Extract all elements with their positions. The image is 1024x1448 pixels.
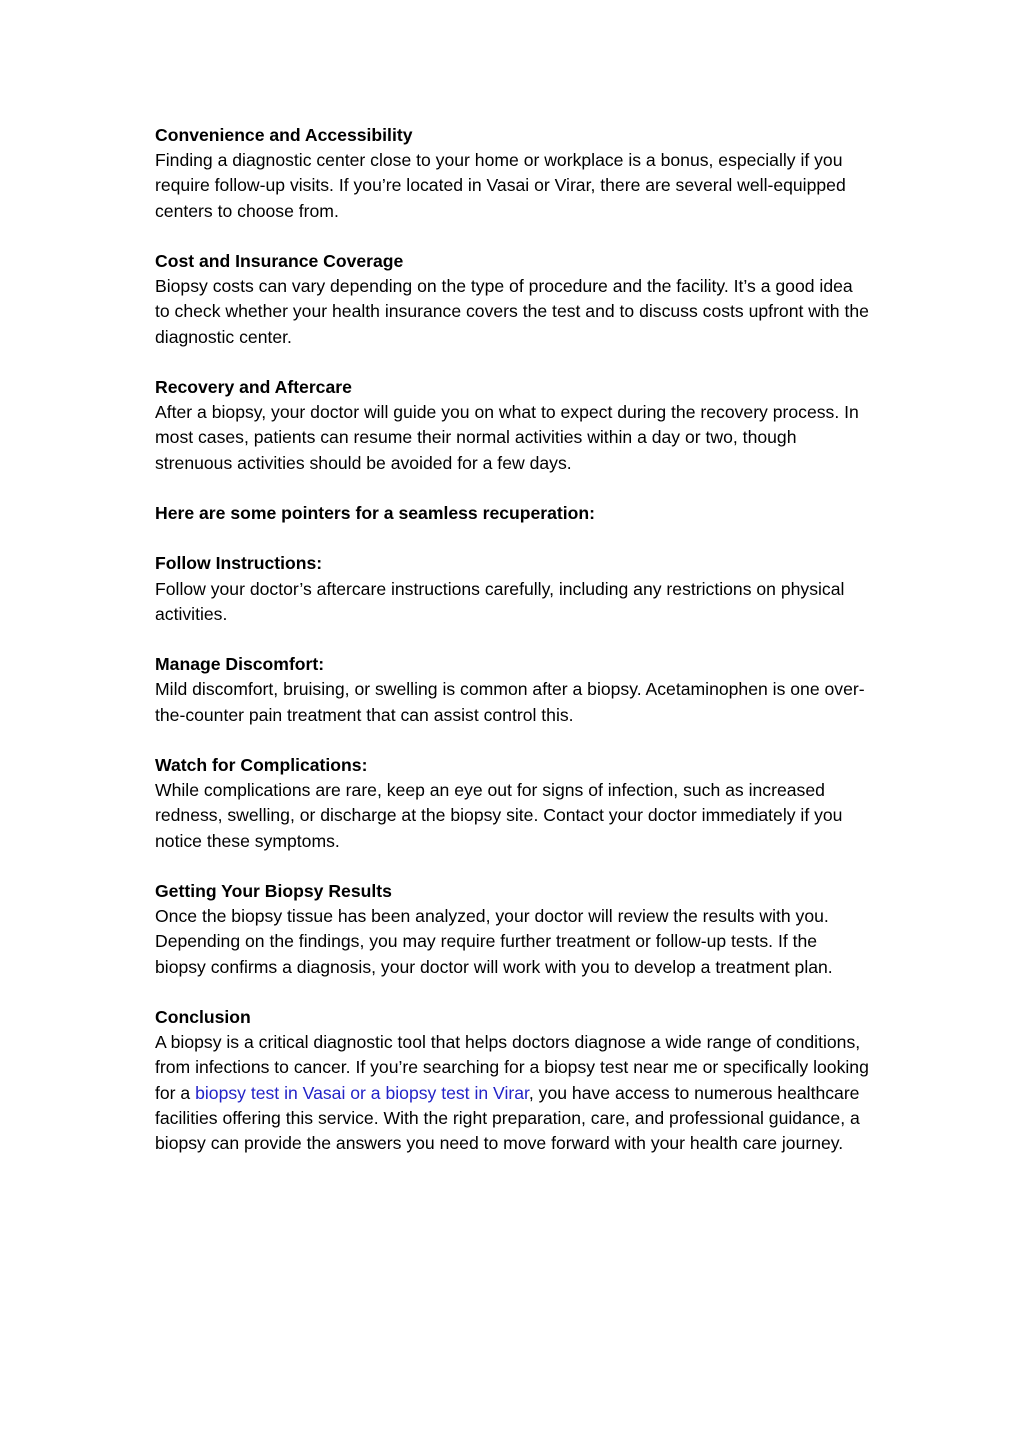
section-heading: Here are some pointers for a seamless recuperation: (155, 503, 596, 523)
section-body: Finding a diagnostic center close to your home or workplace is a bonus, especially if you require follow-up visits. If you’re located in Vasai or Virar, there are several well-equipped centers to choose from. (155, 150, 846, 221)
section-pointers-intro (155, 501, 870, 526)
section-body: Follow your doctor’s aftercare instructions carefully, including any restrictions on physical activities. (155, 578, 845, 624)
conclusion-text-after-link: , you have access to numerous healthcare facilities offering this service. With the right preparation, care, and professional guidance, a biopsy can provide the answers you need to move forward with your health care journey. (155, 1082, 860, 1153)
section-body: After a biopsy, your doctor will guide you on what to expect during the recovery process. In most cases, patients can resume their normal activities within a day or two, though strenuous activities should be avoided for a few days. (155, 402, 859, 473)
section-heading: Convenience and Accessibility (155, 125, 413, 145)
section-heading: Follow Instructions: (155, 553, 323, 574)
section-heading: Cost and Insurance Coverage (155, 251, 404, 271)
section-heading: Manage Discomfort: (155, 654, 325, 675)
section-heading: Conclusion (155, 1006, 251, 1027)
section-body: While complications are rare, keep an eye out for signs of infection, such as increased redness, swelling, or discharge at the biopsy site. Contact your doctor immediately if you notice these symptoms. (155, 780, 843, 851)
section-body (155, 1030, 870, 1156)
biopsy-test-link[interactable]: biopsy test in Vasai or a biopsy test in Virar (195, 1082, 529, 1103)
section-body: Mild discomfort, bruising, or swelling is common after a biopsy. Acetaminophen is one over-the-counter pain treatment that can assist control this. (155, 679, 865, 725)
section-complications (155, 753, 870, 854)
section-body: Once the biopsy tissue has been analyzed, your doctor will review the results with you. Depending on the findings, you may require further treatment or follow-up tests. If the biopsy confirms a diagnosis, your doctor will work with you to develop a treatment plan. (155, 906, 833, 977)
section-cost (155, 249, 870, 350)
section-manage-discomfort (155, 652, 870, 728)
section-body: Biopsy costs can vary depending on the type of procedure and the facility. It’s a good idea to check whether your health insurance covers the test and to discuss costs upfront with the diagnostic center. (155, 276, 869, 347)
document-page (155, 123, 870, 1181)
conclusion-text-before-link: A biopsy is a critical diagnostic tool that helps doctors diagnose a wide range of conditions, from infections to cancer. If you’re searching for a biopsy test near me or specifically looking for a (155, 1032, 869, 1103)
section-heading: Recovery and Aftercare (155, 377, 352, 397)
section-convenience (155, 123, 870, 224)
section-heading: Getting Your Biopsy Results (155, 880, 392, 901)
section-results (155, 879, 870, 980)
section-conclusion (155, 1005, 870, 1156)
section-follow-instructions (155, 551, 870, 627)
section-heading: Watch for Complications: (155, 754, 368, 775)
section-recovery (155, 375, 870, 476)
